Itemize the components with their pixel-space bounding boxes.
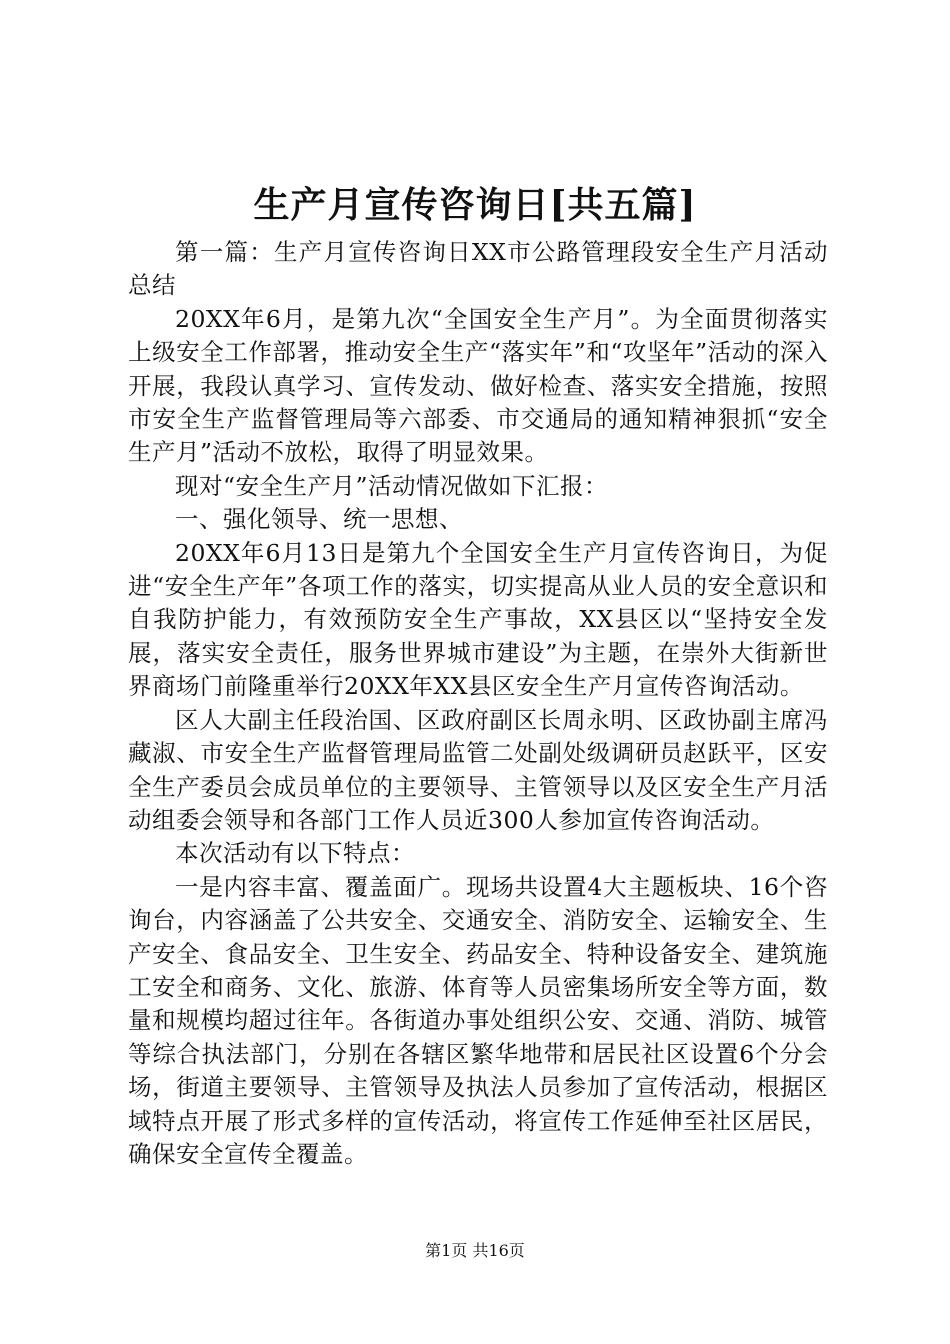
paragraph: 20XX年6月13日是第九个全国安全生产月宣传咨询日，为促进“安全生产年”各项工作的落实，切实提高从业人员的安全意识和自我防护能力，有效预防安全生产事故，XX县区以“坚持安全发展，落实安全责任，服务世界城市建设”为主题，在崇外大街新世界商场门前隆重举行20XX年XX县区安全生产月宣传咨询活动。 [128, 538, 828, 701]
paragraph: 20XX年6月，是第九次“全国安全生产月”。为全面贯彻落实上级安全工作部署，推动安全生产“落实年”和“攻坚年”活动的深入开展，我段认真学习、宣传发动、做好检查、落实安全措施，按照市安全生产监督管理局等六部委、市交通局的通知精神狠抓“安全生产月”活动不放松，取得了明显效果。 [128, 304, 828, 467]
paragraph: 现对“安全生产月”活动情况做如下汇报： [175, 471, 609, 500]
paragraph: 区人大副主任段治国、区政府副区长周永明、区政协副主席冯藏淑、市安全生产监督管理局监管二处副处级调研员赵跃平，区安全生产委员会成员单位的主要领导、主管领导以及区安全生产月活动组委会领导和各部门工作人员近300人参加宣传咨询活动。 [128, 705, 828, 834]
document-title: 生产月宣传咨询日[共五篇] [253, 184, 697, 226]
section-heading: 一、强化领导、统一思想、 [175, 505, 463, 534]
page-number-footer: 第1页 共16页 [425, 1241, 525, 1260]
paragraph: 一是内容丰富、覆盖面广。现场共设置4大主题板块、16个咨询台，内容涵盖了公共安全、交通安全、消防安全、运输安全、生产安全、食品安全、卫生安全、药品安全、特种设备安全、建筑施工安全和商务、文化、旅游、体育等人员密集场所安全等方面，数量和规模均超过往年。各街道办事处组织公安、交通、消防、城管等综合执法部门，分别在各辖区繁华地带和居民社区设置6个分会场，街道主要领导、主管领导及执法人员参加了宣传活动，根据区域特点开展了形式多样的宣传活动，将宣传工作延伸至社区居民，确保安全宣传全覆盖。 [128, 872, 828, 1168]
paragraph-heading: 第一篇：生产月宣传咨询日XX市公路管理段安全生产月活动总结 [128, 238, 828, 300]
paragraph: 本次活动有以下特点： [175, 839, 415, 868]
document-body [128, 236, 828, 1171]
